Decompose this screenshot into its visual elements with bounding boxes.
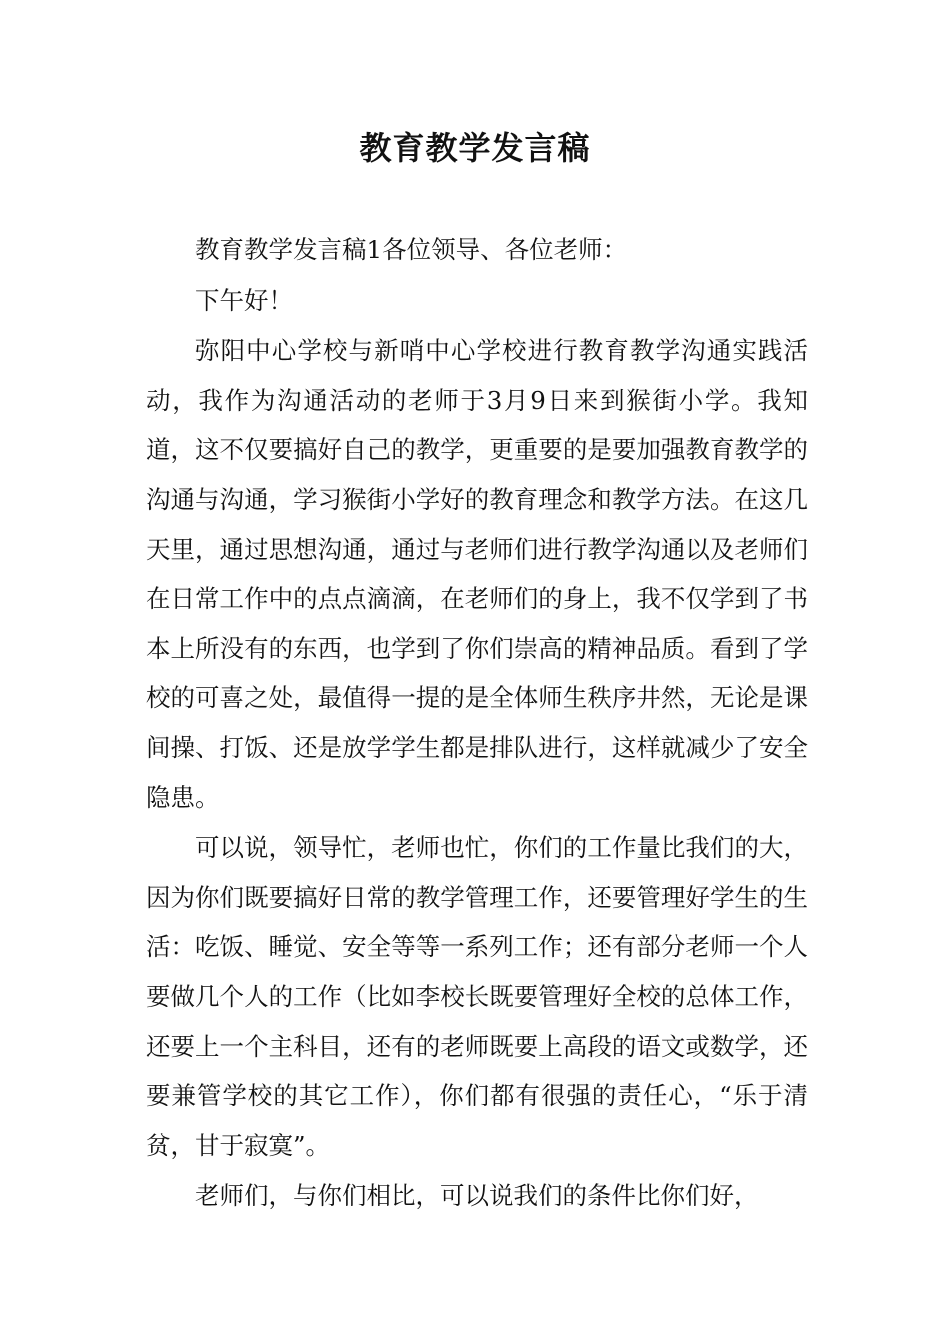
paragraph-comparison: 老师们，与你们相比，可以说我们的条件比你们好， — [195, 1181, 759, 1211]
paragraph-exchange-activity: 弥阳中心学校与新哨中心学校进行教育教学沟通实践活动，我作为沟通活动的老师于3月9日来到猴街小学。我知道，这不仅要搞好自己的教学，更重要的是要加强教育教学的沟通与沟通，学习猴街小学好的教育理念和教学方法。在这几天里，通过思想沟通，通过与老师们进行教学沟通以及老师们在日常工作中的点点滴滴，在老师们的身上，我不仅学到了书本上所没有的东西，也学到了你们崇高的精神品质。看到了学校的可喜之处，最值得一提的是全体师生秩序井然，无论是课间操、打饭、还是放学学生都是排队进行，这样就减少了安全隐患。 — [146, 336, 808, 812]
document-body — [146, 225, 808, 1222]
paragraph-workload: 可以说，领导忙，老师也忙，你们的工作量比我们的大，因为你们既要搞好日常的教学管理工作，还要管理好学生的生活：吃饭、睡觉、安全等等一系列工作；还有部分老师一个人要做几个人的工作（比如李校长既要管理好全校的总体工作，还要上一个主科目，还有的老师既要上高段的语文或数学，还要兼管学校的其它工作），你们都有很强的责任心，“乐于清贫，甘于寂寞”。 — [146, 833, 808, 1160]
document-title: 教育教学发言稿 — [359, 129, 591, 167]
paragraph-greeting: 教育教学发言稿1各位领导、各位老师： — [195, 235, 628, 264]
paragraph-good-afternoon: 下午好！ — [195, 285, 293, 315]
